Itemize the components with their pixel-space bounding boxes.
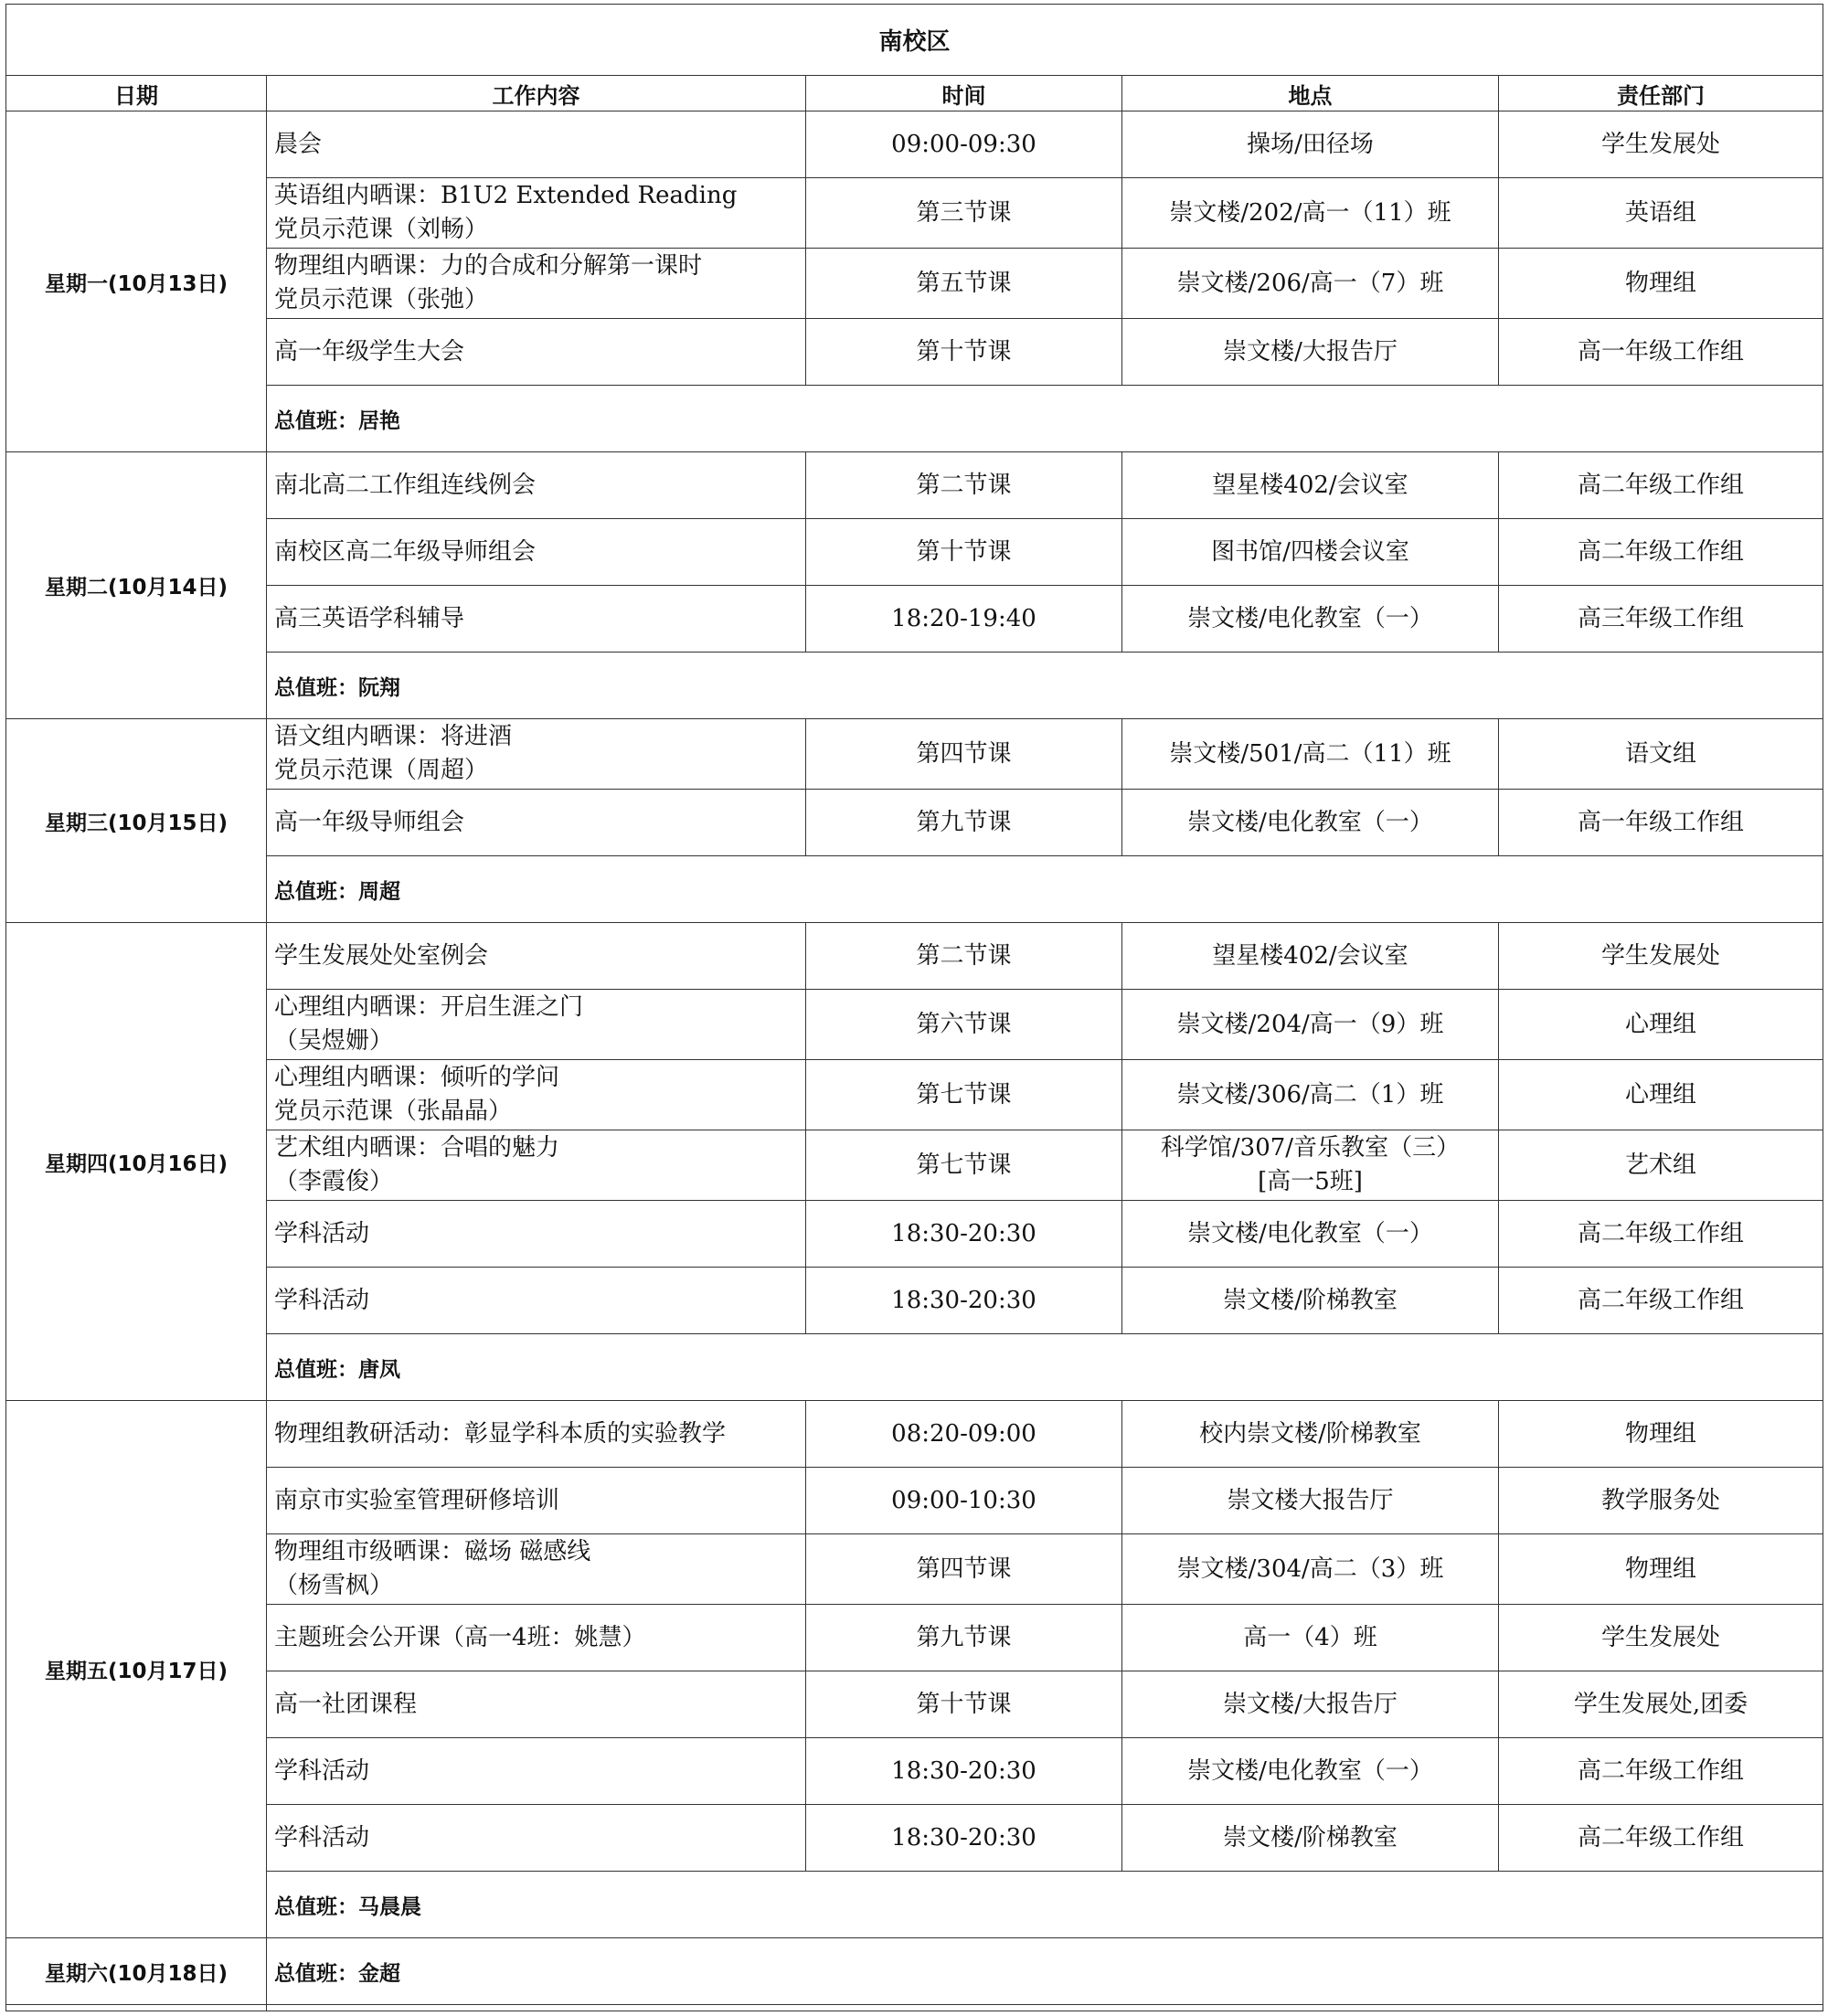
- time-cell: 09:00-10:30: [806, 1468, 1122, 1534]
- dept-cell: 语文组: [1499, 719, 1823, 790]
- dept-cell: 物理组: [1499, 249, 1823, 319]
- location-cell: [1122, 1468, 1499, 1534]
- time-cell: 18:30-20:30: [806, 1268, 1122, 1334]
- time-cell: 第九节课: [806, 790, 1122, 856]
- location-cell: [1122, 1805, 1499, 1872]
- duty-name: 阮翔: [358, 675, 400, 700]
- text-line: 崇文楼/电化教室（一）: [1187, 1219, 1433, 1247]
- text-line: （李霞俊）: [274, 1168, 394, 1195]
- task-cell: [267, 790, 806, 856]
- text-line: 高一社团课程: [274, 1690, 418, 1718]
- tail-cell: [267, 2005, 1823, 2011]
- dept-cell: 高三年级工作组: [1499, 586, 1823, 653]
- text-line: 望星楼402/会议室: [1212, 471, 1408, 499]
- schedule-row: [6, 319, 1823, 386]
- header-dept: 责任部门: [1499, 76, 1823, 111]
- header-time: 时间: [806, 76, 1122, 111]
- time-cell: 09:00-09:30: [806, 111, 1122, 178]
- task-cell: [267, 1201, 806, 1268]
- schedule-row: [6, 990, 1823, 1060]
- schedule-row: [6, 1130, 1823, 1201]
- task-cell: [267, 1060, 806, 1130]
- text-line: 崇文楼/206/高一（7）班: [1176, 269, 1444, 297]
- text-line: 心理组内晒课：开启生涯之门: [274, 993, 584, 1021]
- time-cell: 08:20-09:00: [806, 1401, 1122, 1468]
- text-line: 校内崇文楼/阶梯教室: [1199, 1419, 1421, 1448]
- dept-cell: 高二年级工作组: [1499, 452, 1823, 519]
- duty-prefix: 总值班：: [274, 879, 358, 904]
- text-line: 南校区高二年级导师组会: [274, 537, 537, 566]
- duty-prefix: 总值班：: [274, 675, 358, 700]
- schedule-body: [6, 5, 1823, 2011]
- text-line: 党员示范课（刘畅）: [274, 216, 489, 243]
- time-cell: 第七节课: [806, 1130, 1122, 1201]
- duty-name: 居艳: [358, 409, 400, 433]
- text-line: 高一年级导师组会: [274, 808, 465, 836]
- schedule-row: [6, 249, 1823, 319]
- time-cell: 第六节课: [806, 990, 1122, 1060]
- task-cell: [267, 178, 806, 249]
- dept-cell: 心理组: [1499, 990, 1823, 1060]
- dept-cell: 学生发展处,团委: [1499, 1671, 1823, 1738]
- schedule-row: [6, 1268, 1823, 1334]
- text-line: 崇文楼/306/高二（1）班: [1176, 1080, 1444, 1109]
- location-cell: [1122, 1060, 1499, 1130]
- duty-row: [6, 386, 1823, 452]
- time-cell: 第三节课: [806, 178, 1122, 249]
- schedule-row: [6, 1605, 1823, 1671]
- header-location: 地点: [1122, 76, 1499, 111]
- time-cell: 第十节课: [806, 1671, 1122, 1738]
- dept-cell: 艺术组: [1499, 1130, 1823, 1201]
- text-line: 高一年级学生大会: [274, 337, 465, 366]
- location-cell: [1122, 1201, 1499, 1268]
- duty-name: 马晨晨: [358, 1894, 421, 1919]
- location-cell: [1122, 1130, 1499, 1201]
- text-line: 崇文楼/阶梯教室: [1223, 1823, 1398, 1852]
- text-line: 图书馆/四楼会议室: [1211, 537, 1409, 566]
- dept-cell: 学生发展处: [1499, 111, 1823, 178]
- day-label: 星期四(10月16日): [6, 923, 267, 1401]
- task-cell: [267, 1268, 806, 1334]
- location-cell: [1122, 1268, 1499, 1334]
- text-line: 崇文楼/大报告厅: [1223, 337, 1398, 366]
- header-date: 日期: [6, 76, 267, 111]
- schedule-row: [6, 1401, 1823, 1468]
- location-cell: [1122, 319, 1499, 386]
- text-line: （杨雪枫）: [274, 1572, 394, 1599]
- text-line: 党员示范课（周超）: [274, 757, 489, 784]
- schedule-table: [5, 4, 1823, 2011]
- dept-cell: 物理组: [1499, 1401, 1823, 1468]
- time-cell: 18:30-20:30: [806, 1201, 1122, 1268]
- schedule-row: [6, 111, 1823, 178]
- duty-prefix: 总值班：: [274, 1961, 358, 1986]
- task-cell: [267, 111, 806, 178]
- text-line: 学生发展处处室例会: [274, 941, 489, 970]
- task-cell: [267, 1468, 806, 1534]
- time-cell: 第二节课: [806, 452, 1122, 519]
- duty-cell: [267, 1334, 1823, 1401]
- dept-cell: 高一年级工作组: [1499, 790, 1823, 856]
- duty-cell: [267, 1938, 1823, 2005]
- schedule-row: [6, 178, 1823, 249]
- day-label: 星期二(10月14日): [6, 452, 267, 719]
- dept-cell: 英语组: [1499, 178, 1823, 249]
- duty-prefix: 总值班：: [274, 1357, 358, 1382]
- text-line: 晨会: [274, 130, 323, 158]
- text-line: 崇文楼/501/高二（11）班: [1169, 739, 1451, 768]
- schedule-row: [6, 923, 1823, 990]
- location-cell: [1122, 790, 1499, 856]
- schedule-row: [6, 1805, 1823, 1872]
- location-cell: [1122, 452, 1499, 519]
- day-label: 星期六(10月18日): [6, 1938, 267, 2005]
- location-cell: [1122, 1738, 1499, 1805]
- time-cell: 18:30-20:30: [806, 1805, 1122, 1872]
- header-row: [6, 76, 1823, 111]
- header-task: 工作内容: [267, 76, 806, 111]
- time-cell: 第十节课: [806, 519, 1122, 586]
- text-line: 崇文楼/阶梯教室: [1223, 1286, 1398, 1314]
- duty-name: 周超: [358, 879, 400, 904]
- location-cell: [1122, 178, 1499, 249]
- text-line: 学科活动: [274, 1823, 370, 1852]
- task-cell: [267, 249, 806, 319]
- schedule-row: [6, 790, 1823, 856]
- task-cell: [267, 452, 806, 519]
- duty-cell: [267, 1872, 1823, 1938]
- task-cell: [267, 1605, 806, 1671]
- text-line: 党员示范课（张弛）: [274, 286, 489, 313]
- text-line: 崇文楼/电化教室（一）: [1187, 808, 1433, 836]
- text-line: 主题班会公开课（高一4班：姚慧）: [274, 1623, 646, 1651]
- location-cell: [1122, 923, 1499, 990]
- duty-name: 唐凤: [358, 1357, 400, 1382]
- duty-row: [6, 1938, 1823, 2005]
- task-cell: [267, 990, 806, 1060]
- text-line: 崇文楼/204/高一（9）班: [1176, 1010, 1444, 1038]
- time-cell: 第五节课: [806, 249, 1122, 319]
- text-line: 党员示范课（张晶晶）: [274, 1098, 513, 1125]
- schedule-row: [6, 719, 1823, 790]
- task-cell: [267, 1534, 806, 1605]
- duty-row: [6, 653, 1823, 719]
- duty-row: [6, 1872, 1823, 1938]
- location-cell: [1122, 111, 1499, 178]
- text-line: 崇文楼/202/高一（11）班: [1169, 198, 1451, 227]
- task-cell: [267, 1738, 806, 1805]
- text-line: 学科活动: [274, 1219, 370, 1247]
- text-line: 高三英语学科辅导: [274, 604, 465, 632]
- schedule-row: [6, 586, 1823, 653]
- dept-cell: 学生发展处: [1499, 1605, 1823, 1671]
- dept-cell: 学生发展处: [1499, 923, 1823, 990]
- location-cell: [1122, 519, 1499, 586]
- text-line: 学科活动: [274, 1756, 370, 1785]
- schedule-row: [6, 1534, 1823, 1605]
- day-label: 星期三(10月15日): [6, 719, 267, 923]
- duty-row: [6, 1334, 1823, 1401]
- task-cell: [267, 519, 806, 586]
- text-line: 崇文楼大报告厅: [1227, 1486, 1394, 1514]
- dept-cell: 教学服务处: [1499, 1468, 1823, 1534]
- text-line: 物理组内晒课：力的合成和分解第一课时: [274, 252, 703, 280]
- text-line: 南北高二工作组连线例会: [274, 471, 537, 499]
- dept-cell: 物理组: [1499, 1534, 1823, 1605]
- campus-title: 南校区: [6, 5, 1823, 76]
- text-line: 望星楼402/会议室: [1212, 941, 1408, 970]
- dept-cell: 高二年级工作组: [1499, 1268, 1823, 1334]
- text-line: 崇文楼/电化教室（一）: [1187, 1756, 1433, 1785]
- text-line: 操场/田径场: [1247, 130, 1374, 158]
- time-cell: 第二节课: [806, 923, 1122, 990]
- location-cell: [1122, 719, 1499, 790]
- schedule-row: [6, 519, 1823, 586]
- task-cell: [267, 319, 806, 386]
- text-line: 艺术组内晒课：合唱的魅力: [274, 1134, 560, 1162]
- tail-cell: [6, 2005, 267, 2011]
- text-line: 科学馆/307/音乐教室（三）: [1160, 1134, 1461, 1162]
- location-cell: [1122, 1401, 1499, 1468]
- task-cell: [267, 1401, 806, 1468]
- task-cell: [267, 1130, 806, 1201]
- schedule-row: [6, 1468, 1823, 1534]
- time-cell: 第七节课: [806, 1060, 1122, 1130]
- text-line: 崇文楼/电化教室（一）: [1187, 604, 1433, 632]
- text-line: 学科活动: [274, 1286, 370, 1314]
- dept-cell: 心理组: [1499, 1060, 1823, 1130]
- text-line: 物理组市级晒课：磁场 磁感线: [274, 1538, 591, 1565]
- time-cell: 18:30-20:30: [806, 1738, 1122, 1805]
- location-cell: [1122, 990, 1499, 1060]
- task-cell: [267, 1671, 806, 1738]
- dept-cell: 高二年级工作组: [1499, 1201, 1823, 1268]
- location-cell: [1122, 1671, 1499, 1738]
- text-line: 心理组内晒课：倾听的学问: [274, 1064, 560, 1091]
- dept-cell: 高二年级工作组: [1499, 519, 1823, 586]
- text-line: 物理组教研活动：彰显学科本质的实验教学: [274, 1419, 727, 1448]
- time-cell: 第四节课: [806, 719, 1122, 790]
- schedule-row: [6, 1738, 1823, 1805]
- duty-name: 金超: [358, 1961, 400, 1986]
- task-cell: [267, 719, 806, 790]
- duty-cell: [267, 856, 1823, 923]
- text-line: 高一（4）班: [1243, 1623, 1377, 1651]
- dept-cell: 高一年级工作组: [1499, 319, 1823, 386]
- schedule-row: [6, 1201, 1823, 1268]
- time-cell: 第四节课: [806, 1534, 1122, 1605]
- schedule-row: [6, 452, 1823, 519]
- task-cell: [267, 923, 806, 990]
- time-cell: 第十节课: [806, 319, 1122, 386]
- text-line: 语文组内晒课：将进酒: [274, 723, 513, 750]
- task-cell: [267, 586, 806, 653]
- day-label: 星期一(10月13日): [6, 111, 267, 452]
- table-tail: [6, 2005, 1823, 2011]
- duty-cell: [267, 386, 1823, 452]
- schedule-row: [6, 1060, 1823, 1130]
- text-line: 英语组内晒课：B1U2 Extended Reading: [274, 182, 738, 209]
- dept-cell: 高二年级工作组: [1499, 1738, 1823, 1805]
- location-cell: [1122, 249, 1499, 319]
- text-line: [高一5班]: [1258, 1168, 1363, 1195]
- dept-cell: 高二年级工作组: [1499, 1805, 1823, 1872]
- time-cell: 第九节课: [806, 1605, 1122, 1671]
- location-cell: [1122, 1534, 1499, 1605]
- text-line: 崇文楼/大报告厅: [1223, 1690, 1398, 1718]
- duty-prefix: 总值班：: [274, 409, 358, 433]
- text-line: （吴煜姗）: [274, 1027, 394, 1055]
- schedule-row: [6, 1671, 1823, 1738]
- duty-row: [6, 856, 1823, 923]
- task-cell: [267, 1805, 806, 1872]
- day-label: 星期五(10月17日): [6, 1401, 267, 1938]
- text-line: 南京市实验室管理研修培训: [274, 1486, 560, 1514]
- time-cell: 18:20-19:40: [806, 586, 1122, 653]
- text-line: 崇文楼/304/高二（3）班: [1176, 1554, 1444, 1583]
- location-cell: [1122, 1605, 1499, 1671]
- duty-prefix: 总值班：: [274, 1894, 358, 1919]
- location-cell: [1122, 586, 1499, 653]
- duty-cell: [267, 653, 1823, 719]
